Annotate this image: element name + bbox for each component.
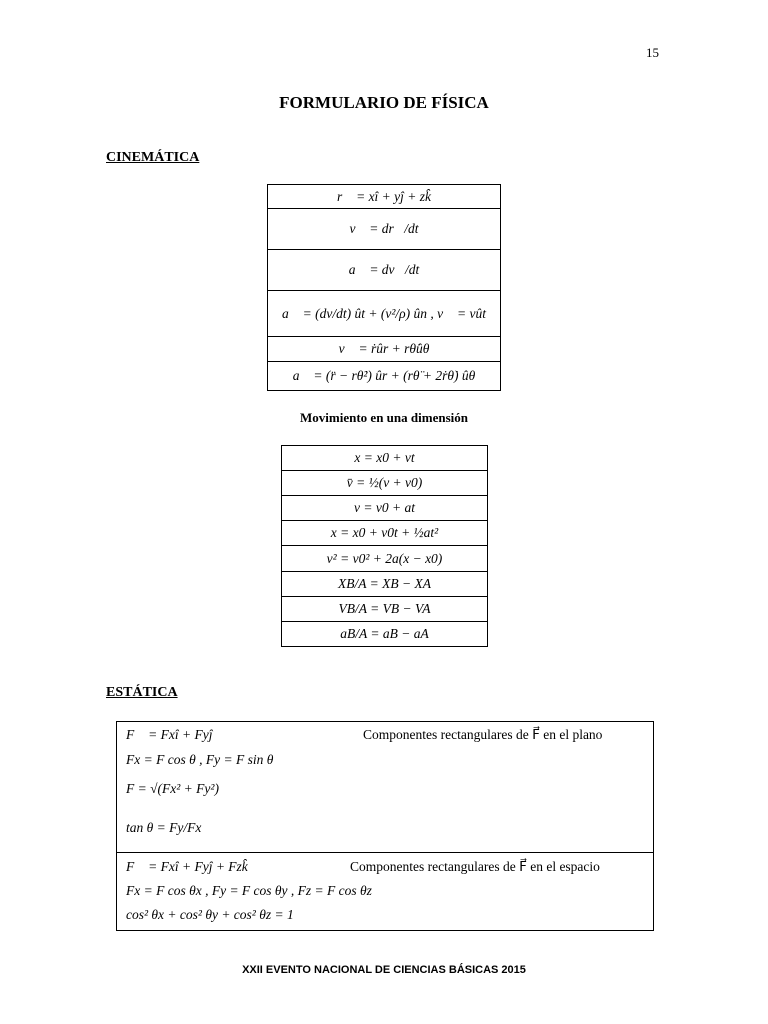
formula-text: v² = v0² + 2a(x − x0) xyxy=(326,550,443,566)
formula-text: a⃗ = (r̈ − rθ̇²) ûr + (rθ̈ + 2ṙθ̇) ûθ xyxy=(292,368,476,383)
formula-row xyxy=(282,521,488,546)
movimiento-table xyxy=(281,445,488,647)
description-plano: Componentes rectangulares de F⃗ en el plano xyxy=(363,727,603,742)
formula-velocity-derivative xyxy=(268,209,501,250)
formula-text: a⃗ = dv⃗/dt xyxy=(348,262,420,277)
formula-row xyxy=(282,572,488,597)
formula-position-vector xyxy=(268,185,501,209)
formula-row xyxy=(282,546,488,572)
formula-force-plane-components: Fx = F cos θ , Fy = F sin θ xyxy=(126,752,274,767)
formula-text: aB/A = aB − aA xyxy=(340,626,429,641)
formula-text: XB/A = XB − XA xyxy=(338,576,431,591)
formula-direction-cosines: cos² θx + cos² θy + cos² θz = 1 xyxy=(126,907,294,922)
description-espacio: Componentes rectangulares de F⃗ en el espacio xyxy=(350,859,600,874)
formula-text: x = x0 + vt xyxy=(354,450,415,465)
formula-text: v̄ = ½(v + v0) xyxy=(346,475,423,490)
page-footer: XXII EVENTO NACIONAL DE CIENCIAS BÁSICAS 2015 xyxy=(242,964,526,976)
formula-text: v⃗ = ṙûr + rθ̇ûθ xyxy=(338,341,430,356)
formula-polar-velocity xyxy=(268,337,501,362)
section-heading-cinematica: CINEMÁTICA xyxy=(106,150,200,165)
formula-text: a⃗ = (dv/dt) ût + (v²/ρ) ûn , v⃗ = vût xyxy=(282,305,486,321)
formula-text: x = x0 + v0t + ½at² xyxy=(330,525,439,540)
page-number: 15 xyxy=(646,45,659,60)
page-title: FORMULARIO DE FÍSICA xyxy=(279,93,489,112)
formula-row xyxy=(282,471,488,496)
formula-text: VB/A = VB − VA xyxy=(338,601,431,616)
formula-text: v⃗ = dr⃗/dt xyxy=(349,221,419,236)
formula-text: v = v0 + at xyxy=(354,500,415,515)
formula-text: r⃗ = xî + yĵ + zk̂ xyxy=(336,188,432,204)
formula-force-magnitude: F = √(Fx² + Fy²) xyxy=(126,781,219,796)
cinematica-table xyxy=(267,184,501,391)
box-divider xyxy=(117,852,653,853)
subsection-heading-movimiento: Movimiento en una dimensión xyxy=(300,410,468,425)
formula-force-space-components: Fx = F cos θx , Fy = F cos θy , Fz = F cos θz xyxy=(126,883,372,898)
formula-polar-acceleration xyxy=(268,362,501,391)
formula-tangent-angle: tan θ = Fy/Fx xyxy=(126,820,202,835)
formula-force-space-vector: F⃗ = Fxî + Fyĵ + Fzk̂ xyxy=(126,859,248,874)
formula-intrinsic-acceleration xyxy=(268,291,501,337)
estatica-box xyxy=(116,721,654,931)
formula-row xyxy=(282,496,488,521)
formula-force-plane-vector: F⃗ = Fxî + Fyĵ xyxy=(126,727,213,742)
formula-row xyxy=(282,622,488,647)
formula-acceleration-derivative xyxy=(268,250,501,291)
section-heading-estatica: ESTÁTICA xyxy=(106,685,178,700)
formula-row xyxy=(282,597,488,622)
formula-row xyxy=(282,446,488,471)
